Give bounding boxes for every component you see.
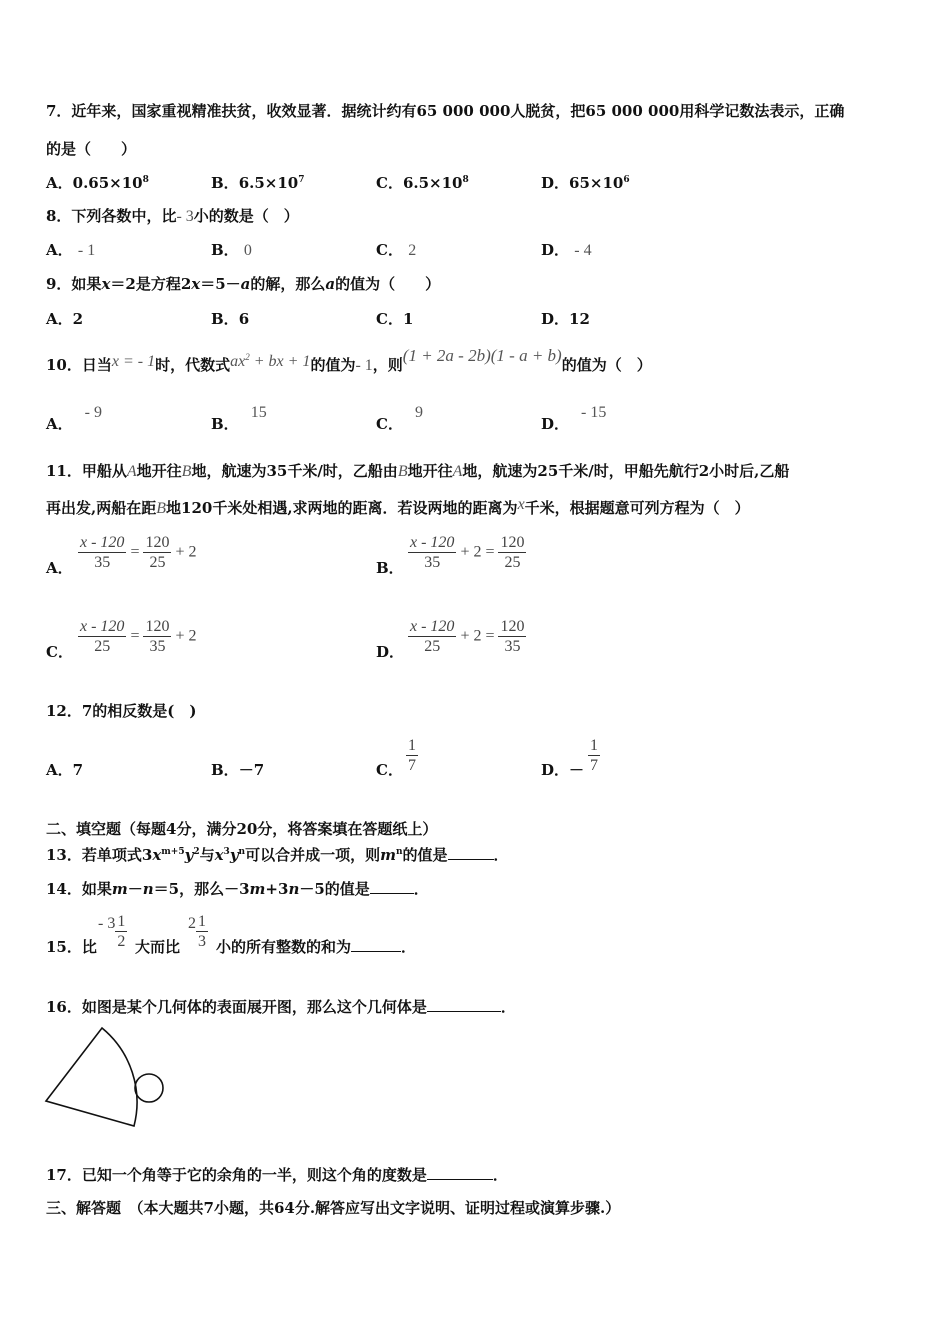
q8-stem: 8．下列各数中，比- 3小的数是（ ）	[46, 207, 299, 225]
q11-option-c-label: C．	[46, 643, 73, 661]
cone-net-figure	[40, 1022, 170, 1134]
q7-option-c: C．$6.5\times 10^8$	[376, 174, 469, 192]
q8-option-b: B． 0	[211, 241, 252, 259]
q9-option-b: B．6	[211, 310, 250, 328]
q8-option-a: A． - 1	[46, 241, 96, 259]
q12-stem: 12．7的相反数是( )	[46, 702, 197, 720]
q14-answer-blank[interactable]	[370, 879, 414, 894]
q9-option-a: A．2	[46, 310, 84, 328]
q11-option-c-equation: $\frac{x - 120}{25}$ = $\frac{120}{35}$ + 2	[80, 618, 197, 655]
q10-option-c: C．9	[376, 404, 423, 433]
q9-option-c: C．1	[376, 310, 414, 328]
q9-option-d: D．12	[541, 310, 590, 328]
q12-option-b: B．－7	[211, 761, 265, 779]
q12-option-c-label: C．	[376, 761, 403, 779]
q15-stem-start: 15．比	[46, 938, 97, 956]
q8-option-d: D． - 4	[541, 241, 592, 259]
q7-option-b: B．$6.5\times 10^7$	[211, 174, 305, 192]
q9-stem: 9．如果x＝2是方程2x＝5－a的解，那么a的值为（ ）	[46, 275, 441, 293]
q7-stem-line2: 的是（ ）	[46, 140, 137, 158]
q11-option-a-label: A．	[46, 559, 73, 577]
q7-stem-line1: 7．近年来，国家重视精准扶贫，收效显著．据统计约有65 000 000人脱贫，把65 000 000用科学记数法表示，正确	[46, 102, 845, 120]
cone-net-base-circle	[135, 1074, 163, 1102]
q11-option-d-label: D．	[376, 643, 405, 661]
q17-answer-blank[interactable]	[427, 1165, 493, 1180]
q12-option-d-label: D．－	[541, 761, 585, 779]
q13-answer-blank[interactable]	[448, 845, 494, 860]
cone-net-sector	[46, 1028, 137, 1126]
q7-option-a: A．$0.65\times 10^8$	[46, 174, 149, 192]
q10-option-d: D．- 15	[541, 404, 607, 433]
q10-option-a: A．- 9	[46, 404, 102, 433]
q17-stem: 17．已知一个角等于它的余角的一半，则这个角的度数是 ．	[46, 1166, 508, 1184]
q11-option-b-equation: $\frac{x - 120}{35}$ + 2 = $\frac{120}{25}$	[410, 534, 525, 571]
q15-stem-middle: 大而比	[135, 938, 181, 956]
q11-stem-line2: 再出发,两船在距B地120千米处相遇,求两地的距离．若设两地的距离为x千米，根据题意可列方程为（ ）	[46, 496, 750, 517]
q10-option-b: B．15	[211, 404, 267, 433]
q10-stem: 10．日当x = - 1时，代数式$ax^2$ + bx + 1的值为- 1，则(1 + 2a - 2b)(1 - a + b)的值为（ ）	[46, 346, 652, 374]
q12-option-a: A．7	[46, 761, 84, 779]
q12-option-c-fraction: $\frac{1}{7}$	[408, 737, 416, 774]
q8-option-c: C． 2	[376, 241, 417, 259]
q16-answer-blank[interactable]	[427, 997, 501, 1012]
q11-option-a-equation: $\frac{x - 120}{35}$ = $\frac{120}{25}$ + 2	[80, 534, 197, 571]
q15-mixed-number-2: 2 $\frac{1}{3}$	[188, 913, 206, 950]
q15-stem-end: 小的所有整数的和为 ．	[216, 938, 417, 956]
q12-option-d-fraction: $\frac{1}{7}$	[590, 737, 598, 774]
q11-option-b-label: B．	[376, 559, 404, 577]
q11-option-d-equation: $\frac{x - 120}{25}$ + 2 = $\frac{120}{35}$	[410, 618, 525, 655]
q7-option-d: D．$65\times 10^6$	[541, 174, 630, 192]
section-2-title: 二、填空题（每题4分，满分20分，将答案填在答题纸上）	[46, 820, 438, 838]
q16-stem: 16．如图是某个几何体的表面展开图，那么这个几何体是 ．	[46, 998, 516, 1016]
q11-stem-line1: 11．甲船从A地开往B地，航速为35千米/时，乙船由B地开往A地，航速为25千米/时，甲船先航行2小时后,乙船	[46, 462, 790, 480]
q14-stem: 14．如果m－n＝5，那么－3m+3n－5的值是 ．	[46, 880, 429, 898]
q13-stem: 13．若单项式$3x^{m+5}y^2$与$x^3y^n$可以合并成一项，则$m^n$的值是 ．	[46, 846, 509, 864]
q15-mixed-number-1: - 3 $\frac{1}{2}$	[98, 913, 126, 950]
q15-answer-blank[interactable]	[351, 937, 401, 952]
section-3-title: 三、解答题 （本大题共7小题，共64分.解答应写出文字说明、证明过程或演算步骤.）	[46, 1199, 621, 1217]
